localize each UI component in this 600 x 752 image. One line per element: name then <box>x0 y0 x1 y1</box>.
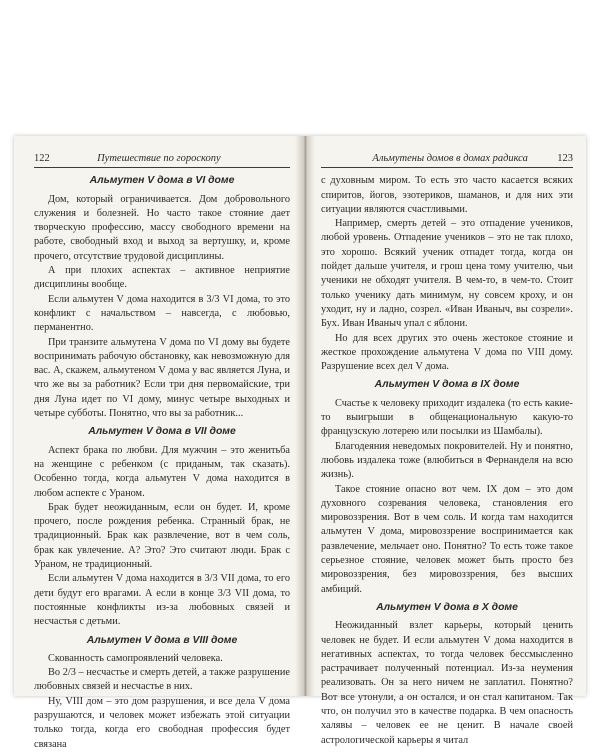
paragraph: Но для всех других это очень жестокое стояние и жесткое прохождение альмутена V дома по VIII дому. Разрушение всех дел V дома. <box>321 332 573 373</box>
paragraph: Неожиданный взлет карьеры, который ценить человек не будет. И если альмутен V дома находится в негативных аспектах, то тогда человек бессмысленно растрачивает полученный потенциал. Из-за неумения реализовать. Он за него ничем не заплатил. Понятно? Вот все утонули, а он остался, и он стал капитаном. Так что, он получил это в качестве подарка. В чем опасность халявы – человек ее не ценит. В начале своей астрологической карьеры я читал <box>321 620 573 746</box>
paragraph: Если альмутен V дома находится в 3/3 VI дома, то это конфликт с начальством – навсегда, с любовью, перманентно. <box>34 293 290 334</box>
right-page <box>321 152 573 748</box>
paragraph: Брак будет неожиданным, если он будет. И, кроме прочего, после рождения ребенка. Странный брак, не традиционный. Брак как развлечение, вот в чем соль, брак как увлечение. А? Это? Это считают люди. Брак с Ураном, не традиционный. <box>34 501 290 571</box>
left-running-head <box>34 152 290 168</box>
section-heading: Альмутен V дома в X доме <box>376 601 518 613</box>
paragraph: Счастье к человеку приходит издалека (то есть какие-то выигрыши в общенациональную какую-то французскую лотерею или посылки из Шамбалы). <box>321 397 573 438</box>
paragraph: А при плохих аспектах – активное неприятие дисциплины вообще. <box>34 265 290 291</box>
section-heading: Альмутен V дома в VI доме <box>89 175 235 187</box>
paragraph: Например, смерть детей – это отпадение учеников, любой уровень. Отпадение учеников – это не так плохо, это хорошо. Всякий ученик отпадет тогда, когда он пойдет дальше учителя, и грош цена тому учителю, чьи ученики не обходят учителя. В чем-то, в чем-то. Стоит только ученику дать минимум, ну совсем кроху, и он уходит, ну и ладно, созрел. «Иван Иваныч, вы созрели». Бух. Иван Иваныч упал с яблони. <box>321 218 573 330</box>
section-heading: Альмутен V дома в VII доме <box>88 426 236 438</box>
section-heading: Альмутен V дома в IX доме <box>374 379 520 391</box>
left-page-number: 122 <box>34 153 50 164</box>
paragraph: Дом, который ограничивается. Дом добровольного служения и болезней. Но часто такое стояние дает творческую профессию, массу свободного времени на работе, свободный вход и выход за вертушку, и, кроме прочего, отсутствие трудовой дисциплины. <box>34 193 290 262</box>
paragraph: Такое стояние опасно вот чем. IX дом – это дом духовного созревания человека, становления его мировоззрения. Вот в чем соль. И когда там находится альмутен V дома, мировоззрение воспринимается как развлечение, мельчает оно. Понятно? То есть тоже такое серьезное стояние, человек может быть просто без мировоззрения, без мировоззрения, без высших амбиций. <box>321 483 573 595</box>
paragraph: Скованность самопроявлений человека. <box>48 652 223 664</box>
book-spread <box>14 136 586 750</box>
paragraph: Аспект брака по любви. Для мужчин – это женитьба на женщине с ребенком (с приданым, так сказать). Особенно тогда, когда альмутен V дома находится в любом аспекте с Ураном. <box>34 444 290 499</box>
right-page-number: 123 <box>557 153 573 164</box>
paragraph: Благодеяния неведомых покровителей. Ну и понятно, любовь издалека тоже (влюбиться в Фернанделя на всю жизнь). <box>321 440 573 481</box>
right-running-head <box>321 152 573 168</box>
left-page <box>34 152 290 752</box>
right-running-title: Альмутены домов в домах радикса <box>372 153 528 164</box>
paragraph: с духовным миром. То есть это часто касается всяких спиритов, йогов, эзотериков, шаманов, и для них эти ситуации являются счастливыми. <box>321 175 573 215</box>
left-running-title: Путешествие по гороскопу <box>97 153 221 164</box>
paragraph: Ну, VIII дом – это дом разрушения, и все дела V дома разрушаются, и человек может избежать этой ситуации только тогда, когда его свободная профессия будет связана <box>34 695 290 750</box>
section-heading: Альмутен V дома в VIII доме <box>86 634 238 646</box>
book-gutter <box>295 136 315 696</box>
paragraph: При транзите альмутена V дома по VI дому вы будете воспринимать рабочую обстановку, как невозможную для вас. А, скажем, альмутеном V дома у вас является Луна, и что же вы за работник? Если три дня первомайские, три дня Луна идет по VI дому, минус четыре выходных и четыре субботы. Понятно, что вы за работник... <box>34 336 290 420</box>
paragraph: Если альмутен V дома находится в 3/3 VII дома, то его дети будут его врагами. А если в конце 3/3 VII дома, то постоянные конфликты из-за любовных связей и несчастья с детьми. <box>34 573 290 628</box>
paragraph: Во 2/3 – несчастье и смерть детей, а также разрушение любовных связей и несчастье в них. <box>34 667 290 693</box>
